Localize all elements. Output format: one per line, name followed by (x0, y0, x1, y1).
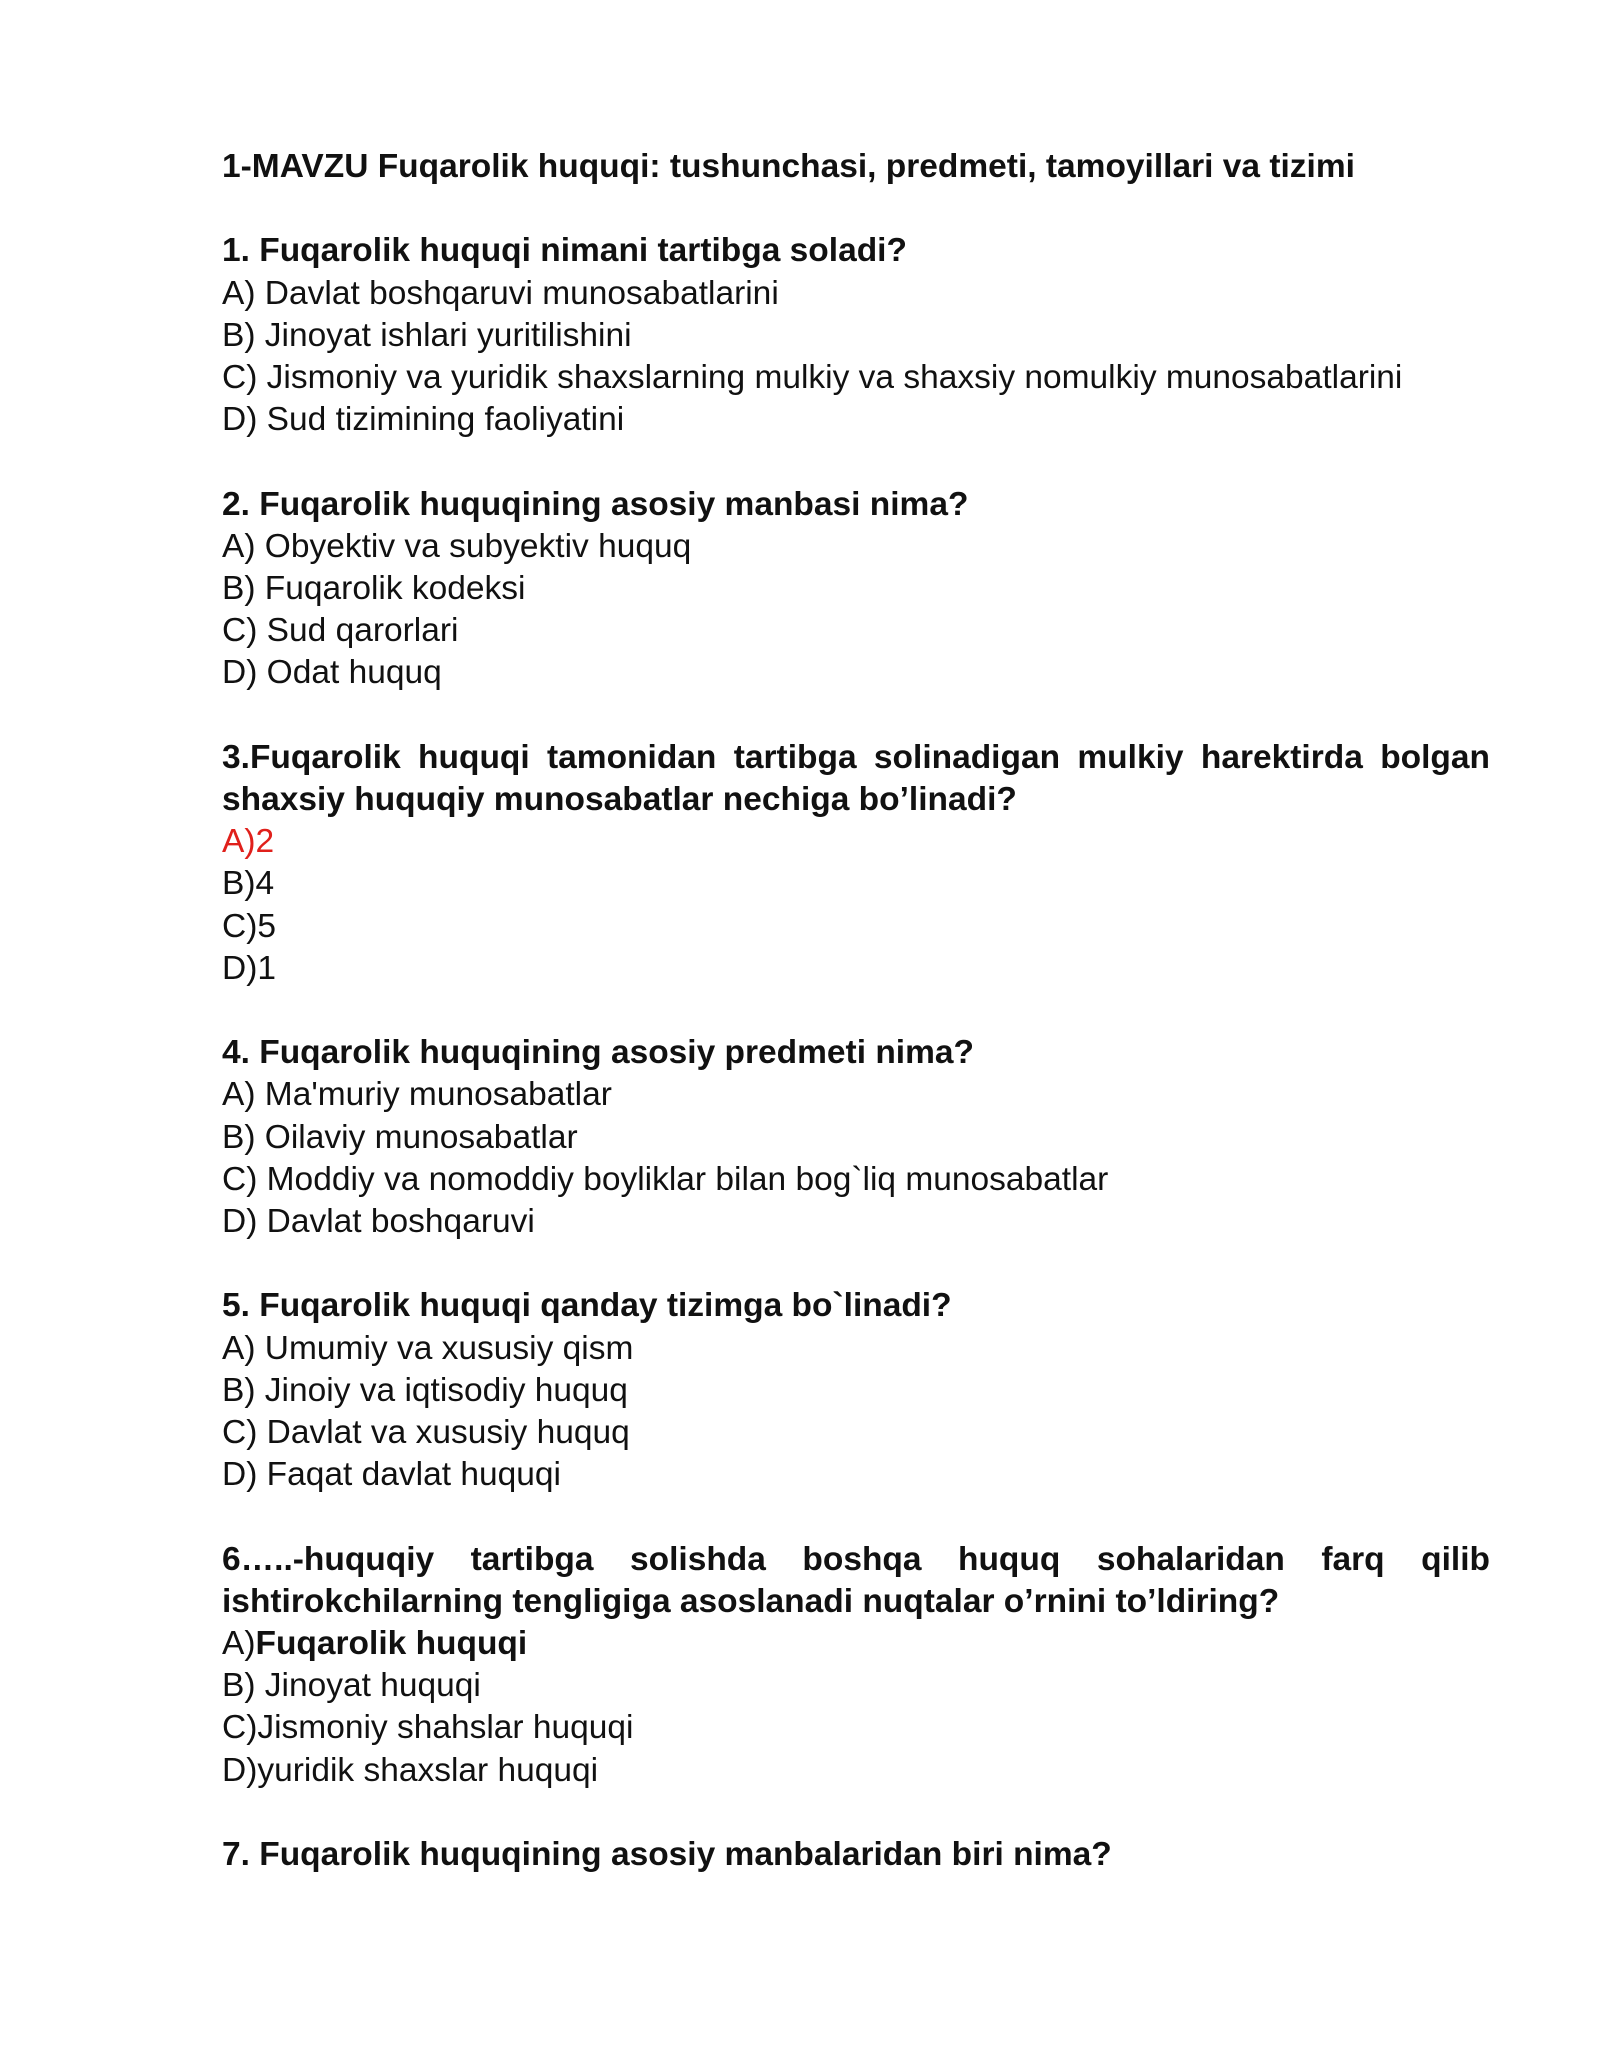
option-c: C)Jismoniy shahslar huquqi (222, 1709, 634, 1747)
option-b: B)4 (222, 865, 275, 903)
option-b: B) Jinoyat huquqi (222, 1667, 481, 1705)
option-c: C) Davlat va xususiy huquq (222, 1414, 630, 1452)
option-d: D) Faqat davlat huquqi (222, 1456, 561, 1494)
question-text: 5. Fuqarolik huquqi qanday tizimga bo`linadi? (222, 1287, 952, 1325)
option-c: C) Jismoniy va yuridik shaxslarning mulkiy va shaxsiy nomulkiy munosabatlarini (222, 359, 1403, 396)
document-title: 1-MAVZU Fuqarolik huquqi: tushunchasi, predmeti, tamoyillari va tizimi (222, 148, 1355, 185)
option-a-prefix: A) (222, 1625, 256, 1663)
question-text: 7. Fuqarolik huquqining asosiy manbalaridan biri nima? (222, 1836, 1112, 1874)
option-d: D)1 (222, 949, 276, 987)
question-2 (222, 484, 1490, 695)
question-text: 6…..-huquqiy tartibga solishda boshqa huquq sohalaridan farq qilib ishtirokchilarning tengligiga asoslanadi nuqtalar o’rnini to’ldiring? (222, 1540, 1490, 1620)
option-b: B) Jinoyat ishlari yuritilishini (222, 316, 632, 354)
option-a: A) Obyektiv va subyektiv huquq (222, 527, 692, 565)
question-text: 3.Fuqarolik huquqi tamonidan tartibga solinadigan mulkiy harektirda bolgan shaxsiy huquqiy munosabatlar nechiga bo’linadi? (222, 738, 1490, 818)
question-1 (222, 230, 1490, 441)
option-d: D) Odat huquq (222, 654, 442, 692)
question-text: 1. Fuqarolik huquqi nimani tartibga soladi? (222, 232, 907, 270)
option-b: B) Jinoiy va iqtisodiy huquq (222, 1371, 628, 1409)
question-6 (222, 1539, 1490, 1792)
option-a (222, 1623, 1490, 1665)
question-3 (222, 737, 1490, 990)
option-d: D)yuridik shaxslar huquqi (222, 1751, 599, 1789)
question-7 (222, 1834, 1490, 1876)
option-d: D) Davlat boshqaruvi (222, 1203, 535, 1241)
option-b: B) Oilaviy munosabatlar (222, 1118, 578, 1156)
option-b: B) Fuqarolik kodeksi (222, 570, 526, 607)
option-c: C) Moddiy va nomoddiy boyliklar bilan bog`liq munosabatlar (222, 1160, 1109, 1198)
option-a: A) Umumiy va xususiy qism (222, 1329, 634, 1367)
option-a-answer: Fuqarolik huquqi (255, 1625, 528, 1663)
document-page (222, 146, 1490, 1918)
option-d: D) Sud tizimining faoliyatini (222, 401, 625, 439)
question-text: 4. Fuqarolik huquqining asosiy predmeti nima? (222, 1034, 974, 1072)
question-text: 2. Fuqarolik huquqining asosiy manbasi nima? (222, 485, 969, 523)
option-c: C) Sud qarorlari (222, 612, 459, 650)
option-a: A) Davlat boshqaruvi munosabatlarini (222, 274, 779, 312)
option-a: A) Ma'muriy munosabatlar (222, 1076, 612, 1114)
question-5 (222, 1285, 1490, 1496)
option-a-highlighted: A)2 (222, 823, 275, 861)
question-4 (222, 1032, 1490, 1243)
option-c: C)5 (222, 907, 276, 945)
